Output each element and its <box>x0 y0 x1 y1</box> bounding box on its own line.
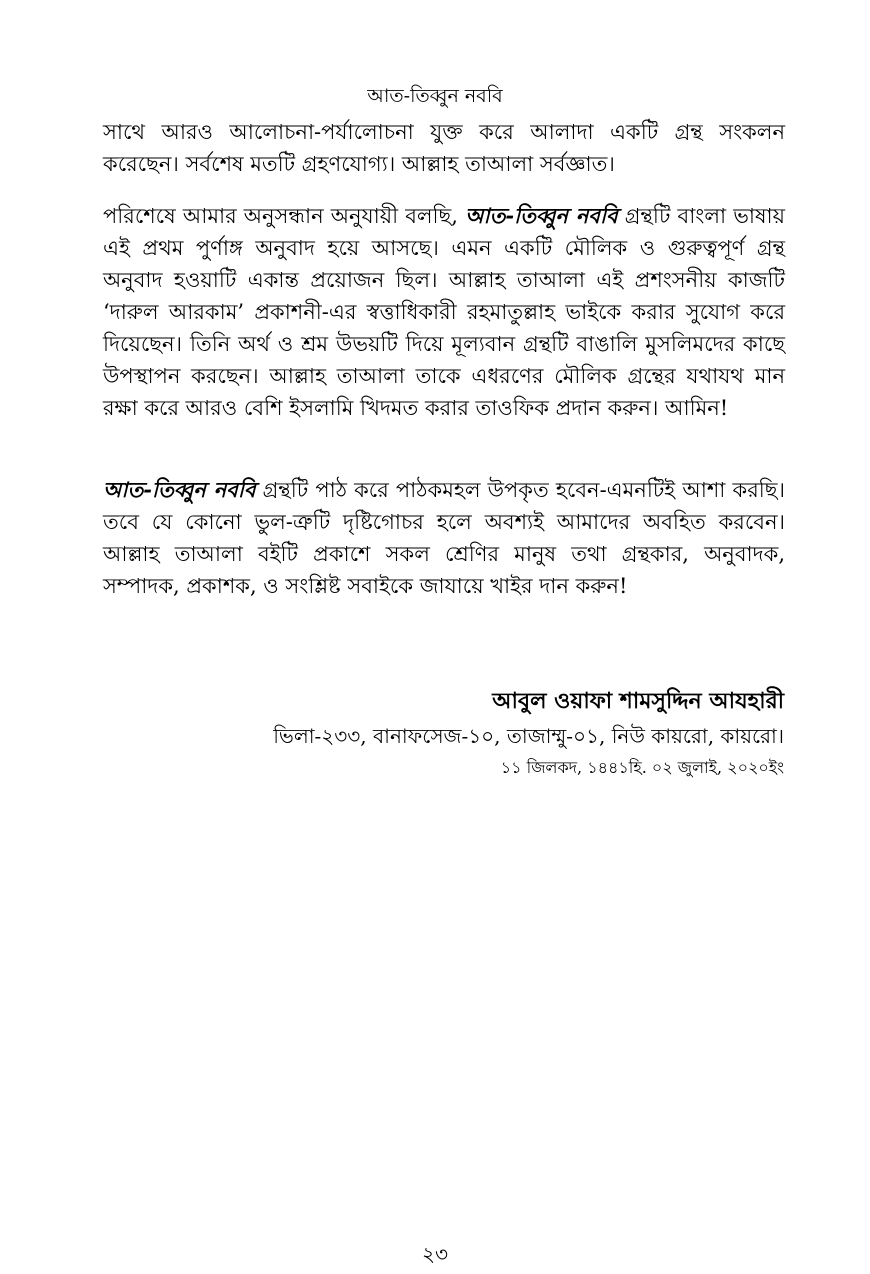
paragraph-2-lead: পরিশেষে আমার অনুসন্ধান অনুযায়ী বলছি, <box>103 204 466 228</box>
book-title-emphasis: আত-তিব্বুন নববি <box>465 203 618 228</box>
author-name: আবুল ওয়াফা শামসুদ্দিন আযহারী <box>492 688 784 714</box>
paragraph-1: সাথে আরও আলোচনা-পর্যালোচনা যুক্ত করে আলাদা একটি গ্রন্থ সংকলন করেছেন। সর্বশেষ মতটি গ্রহণযোগ্য। আল্লাহ তাআলা সর্বজ্ঞাত। <box>103 120 785 176</box>
page-number: ২৩ <box>421 1242 448 1266</box>
paragraph-2 <box>103 200 785 424</box>
paragraph-2-rest: গ্রন্থটি বাংলা ভাষায় এই প্রথম পুর্ণাঙ্গ অনুবাদ হয়ে আসছে। এমন একটি মৌলিক ও গুরুত্বপূর্ণ গ্রন্থ অনুবাদ হওয়াটি একান্ত প্রয়োজন ছিল। আল্লাহ তাআলা এই প্রশংসনীয় কাজটি ‘দারুল আরকাম’ প্রকাশনী-এর স্বত্তাধিকারী রহমাতুল্লাহ ভাইকে করার সুযোগ করে দিয়েছেন। তিনি অর্থ ও শ্রম উভয়টি দিয়ে মূল্যবান গ্রন্থটি বাঙালি মুসলিমদের কাছে উপস্থাপন করছেন। আল্লাহ তাআলা তাকে এধরণের মৌলিক গ্রন্থের যথাযথ মান রক্ষা করে আরও বেশি ইসলামি খিদমত করার তাওফিক প্রদান করুন। আমিন! <box>103 204 786 420</box>
running-header: আত-তিব্বুন নববি <box>367 85 503 107</box>
paragraph-3 <box>103 474 785 602</box>
paragraph-3-rest: গ্রন্থটি পাঠ করে পাঠকমহল উপকৃত হবেন-এমনটিই আশা করছি। তবে যে কোনো ভুল-ত্রুটি দৃষ্টিগোচর হলে অবশ্যই আমাদের অবহিত করবেন। আল্লাহ তাআলা বইটি প্রকাশে সকল শ্রেণির মানুষ তথা গ্রন্থকার, অনুবাদক, সম্পাদক, প্রকাশক, ও সংশ্লিষ্ট সবাইকে জাযায়ে খাইর দান করুন! <box>103 478 785 598</box>
book-title-emphasis: আত-তিব্বুন নববি <box>103 477 256 502</box>
signature-date: ১১ জিলকদ, ১৪৪১হি. ০২ জুলাই, ২০২০ইং <box>500 758 784 777</box>
author-address: ভিলা-২৩৩, বানাফসেজ-১০, তাজাম্মু-০১, নিউ কায়রো, কায়রো। <box>273 724 784 748</box>
